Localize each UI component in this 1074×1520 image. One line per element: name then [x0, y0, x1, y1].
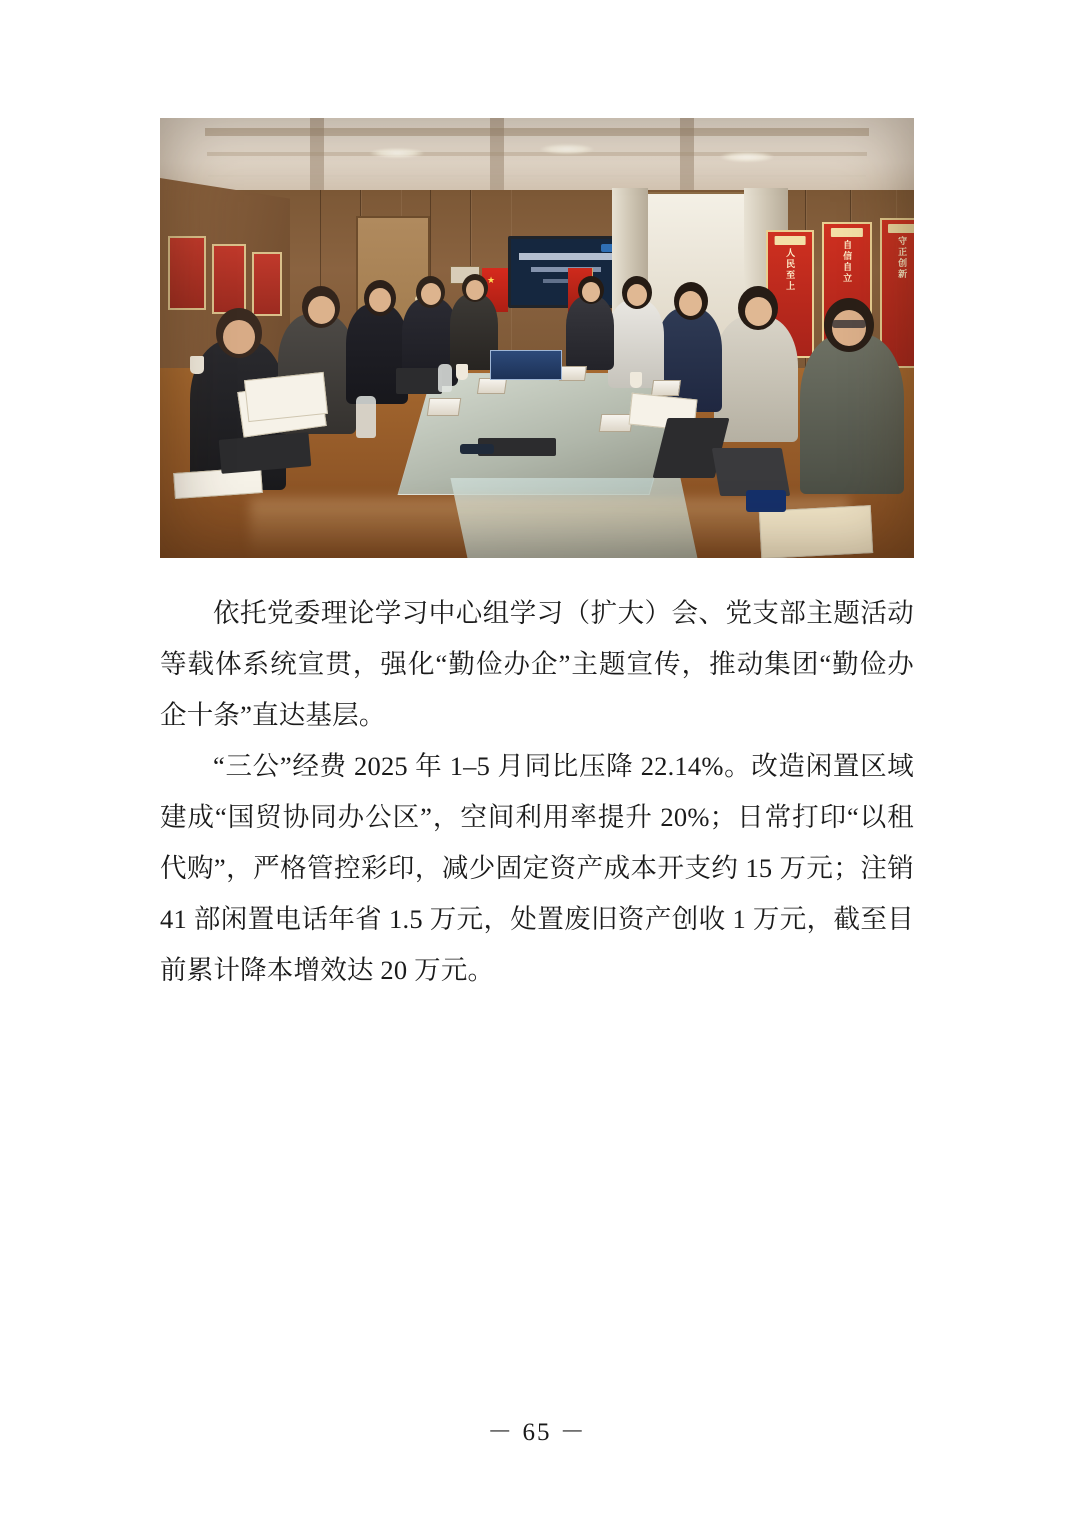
ceiling-beam [680, 118, 694, 198]
ceiling [160, 118, 914, 198]
person-face [223, 320, 255, 354]
person-face [421, 283, 441, 305]
paragraph-1: 依托党委理论学习中心组学习（扩大）会、党支部主题活动等载体系统宣贯，强化“勤俭办企”主题宣传，推动集团“勤俭办企十条”直达基层。 [160, 598, 914, 730]
name-plate [651, 380, 681, 396]
wall-poster [212, 244, 246, 314]
page-number: － 65 － [487, 1419, 587, 1446]
smartphone [746, 490, 786, 512]
banner-text: 守正创新 [897, 236, 908, 280]
wall-poster [168, 236, 206, 310]
person-face [745, 297, 772, 326]
wall-poster [252, 252, 282, 316]
banner-text: 人民至上 [785, 248, 796, 292]
person-face [679, 291, 702, 316]
document-stack [244, 372, 328, 422]
open-laptop [712, 448, 790, 496]
name-plate [477, 378, 507, 394]
smartphone [460, 444, 494, 454]
person-face [369, 288, 391, 312]
banner-text: 自信自立 [842, 240, 853, 284]
name-plate [427, 398, 462, 416]
cup [190, 356, 204, 374]
flag-star-icon: ★ [487, 275, 496, 285]
banner-header-icon [831, 228, 863, 237]
water-bottle [438, 364, 452, 392]
person-face [308, 296, 335, 324]
banner-header-icon [775, 236, 806, 245]
ceiling-light [370, 148, 424, 158]
ceiling-light [720, 152, 774, 162]
ceiling-beam [490, 118, 504, 198]
notebook [759, 505, 873, 558]
presentation-screen [508, 236, 624, 308]
photo-scene [160, 118, 914, 558]
person-face [627, 284, 647, 306]
person-face [832, 310, 866, 346]
paragraph-2: “三公”经费 2025 年 1–5 月同比压降 22.14%。改造闲置区域建成“国贸协同办公区”，空间利用率提升 20%；日常打印“以租代购”，严格管控彩印，减少固定资产成本开支约 15 万元；注销 41 部闲置电话年省 1.5 万元，处置废旧资产创收 1 万元，截至目前累计降本增效达 20 万元。 [160, 751, 914, 985]
meeting-photo [160, 118, 914, 558]
cup [456, 364, 468, 380]
tablet-device [396, 368, 442, 394]
banner-header-icon [888, 224, 914, 233]
eyeglasses-icon [832, 320, 866, 328]
person-right-5 [566, 296, 614, 370]
person-face [466, 280, 484, 300]
desk-sign [490, 350, 562, 380]
person-face [582, 282, 600, 302]
cup [630, 372, 642, 388]
body-text [160, 588, 914, 996]
screen-title-bar [519, 253, 613, 260]
ceiling-beam [310, 118, 324, 198]
person-right-1 [800, 334, 904, 494]
ceiling-light [540, 144, 594, 154]
water-bottle [356, 396, 376, 438]
name-plate [559, 366, 587, 381]
